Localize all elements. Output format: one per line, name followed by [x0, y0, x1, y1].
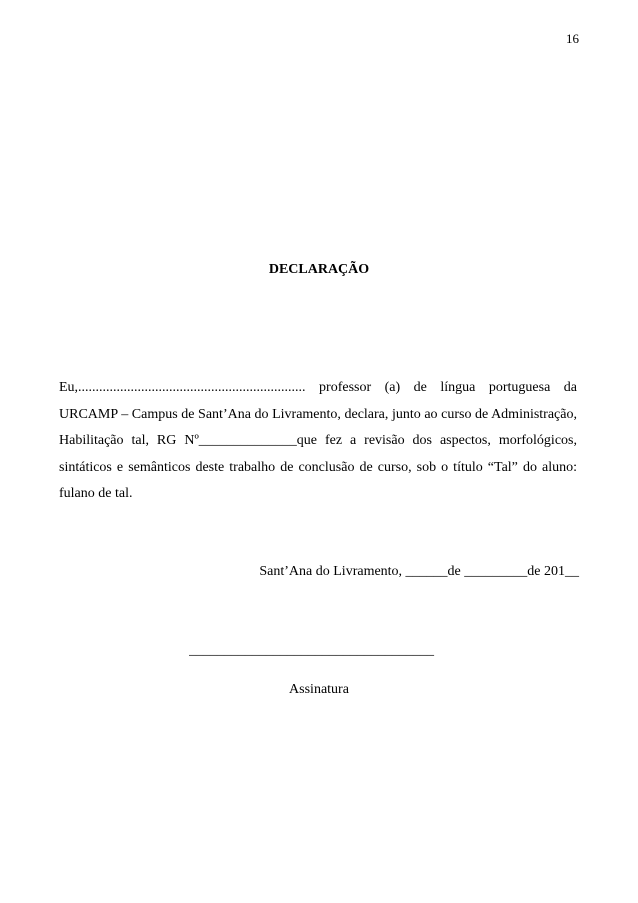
place-date-line: Sant’Ana do Livramento, ______de _________de 201__ — [259, 564, 579, 579]
page-number: 16 — [566, 31, 579, 46]
document-title: DECLARAÇÃO — [268, 262, 370, 277]
signature-label: Assinatura — [289, 682, 349, 697]
signature-line: ___________________________________ — [189, 643, 434, 658]
declaration-paragraph: Eu,................................................................. professor (a) de língua portuguesa da URCAMP – Campus de Sant’Ana do Livramento, declara, junto ao curso de Administração, Habilitação tal, RG Nº______________que fez a revisão dos aspectos, morfológicos, sintáticos e semânticos deste trabalho de conclusão de curso, sob o título “Tal” do aluno: fulano de tal. — [59, 380, 577, 501]
